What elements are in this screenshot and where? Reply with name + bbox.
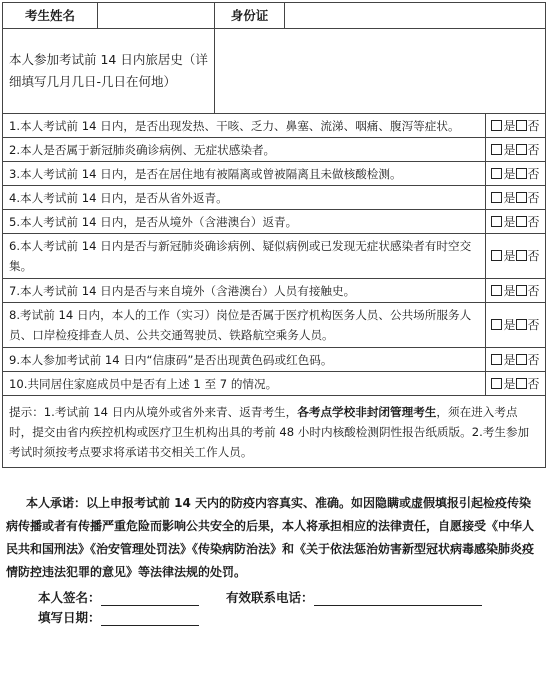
- no-checkbox[interactable]: [516, 250, 527, 261]
- name-field[interactable]: [98, 3, 215, 29]
- travel-field[interactable]: [215, 29, 546, 114]
- question-text: 3.本人考试前 14 日内，是否在居住地有被隔离或曾被隔离且未做核酸检测。: [3, 162, 486, 186]
- date-field[interactable]: [101, 611, 199, 626]
- question-text: 8.考试前 14 日内，本人的工作（实习）岗位是否属于医疗机构医务人员、公共场所服务人员、口岸检疫排查人员、公共交通驾驶员、铁路航空乘务人员。: [3, 303, 486, 348]
- question-row: [3, 138, 546, 162]
- question-text: 6.本人考试前 14 日内是否与新冠肺炎确诊病例、疑似病例或已发现无症状感染者有时空交集。: [3, 234, 486, 279]
- pledge-text: 本人承诺：以上申报考试前 14 天内的防疫内容真实、准确。如因隐瞒或虚假填报引起检疫传染病传播或者有传播严重危险而影响公共安全的后果，本人将承担相应的法律责任，自愿接受《中华人民共和国刑法》《治安管理处罚法》《传染病防治法》和《关于依法惩治妨害新型冠状病毒感染肺炎疫情防控违法犯罪的意见》等法律法规的处罚。: [6, 496, 535, 579]
- yes-checkbox[interactable]: [491, 285, 502, 296]
- yes-no-choice: 是 否: [486, 303, 546, 348]
- question-row: [3, 303, 546, 348]
- id-field[interactable]: [285, 3, 546, 29]
- notice-row: [3, 396, 546, 468]
- question-row: [3, 279, 546, 303]
- yes-checkbox[interactable]: [491, 216, 502, 227]
- id-label: 身份证: [215, 3, 285, 29]
- travel-label-line2: 细填写几月几日-几日在何地）: [9, 74, 177, 89]
- yes-no-choice: 是 否: [486, 162, 546, 186]
- yes-no-choice: 是 否: [486, 372, 546, 396]
- date-label: 填写日期：: [38, 610, 101, 625]
- yes-no-choice: 是 否: [486, 210, 546, 234]
- phone-field[interactable]: [314, 591, 482, 606]
- notice-emphasis: 各考点学校非封闭管理考生: [297, 404, 437, 419]
- yes-checkbox[interactable]: [491, 319, 502, 330]
- sign-label: 本人签名：: [38, 590, 101, 605]
- question-text: 9.本人参加考试前 14 日内“信康码”是否出现黄色码或红色码。: [3, 348, 486, 372]
- no-checkbox[interactable]: [516, 192, 527, 203]
- date-line: [38, 608, 199, 626]
- question-row: [3, 372, 546, 396]
- yes-no-choice: 是 否: [486, 279, 546, 303]
- question-text: 1.本人考试前 14 日内，是否出现发热、干咳、乏力、鼻塞、流涕、咽痛、腹泻等症状。: [3, 114, 486, 138]
- no-checkbox[interactable]: [516, 168, 527, 179]
- yes-checkbox[interactable]: [491, 250, 502, 261]
- no-checkbox[interactable]: [516, 285, 527, 296]
- yes-checkbox[interactable]: [491, 378, 502, 389]
- no-checkbox[interactable]: [516, 120, 527, 131]
- no-checkbox[interactable]: [516, 216, 527, 227]
- question-row: [3, 186, 546, 210]
- no-checkbox[interactable]: [516, 144, 527, 155]
- sign-field[interactable]: [101, 591, 199, 606]
- yes-checkbox[interactable]: [491, 144, 502, 155]
- yes-no-choice: 是 否: [486, 234, 546, 279]
- question-row: [3, 234, 546, 279]
- yes-no-choice: 是 否: [486, 114, 546, 138]
- question-text: 2.本人是否属于新冠肺炎确诊病例、无症状感染者。: [3, 138, 486, 162]
- yes-no-choice: 是 否: [486, 186, 546, 210]
- question-row: [3, 162, 546, 186]
- header-row: [3, 3, 546, 29]
- question-text: 7.本人考试前 14 日内是否与来自境外（含港澳台）人员有接触史。: [3, 279, 486, 303]
- yes-checkbox[interactable]: [491, 120, 502, 131]
- sign-line: [38, 588, 199, 606]
- question-text: 4.本人考试前 14 日内，是否从省外返青。: [3, 186, 486, 210]
- question-text: 5.本人考试前 14 日内，是否从境外（含港澳台）返青。: [3, 210, 486, 234]
- no-checkbox[interactable]: [516, 354, 527, 365]
- yes-no-choice: 是 否: [486, 348, 546, 372]
- travel-label: [3, 29, 215, 114]
- phone-label: 有效联系电话：: [226, 590, 314, 605]
- travel-row: [3, 29, 546, 114]
- declaration-table: [2, 2, 546, 468]
- yes-checkbox[interactable]: [491, 192, 502, 203]
- no-checkbox[interactable]: [516, 378, 527, 389]
- name-label: 考生姓名: [3, 3, 98, 29]
- notice-text: 提示：1.考试前 14 日内从境外或省外来青、返青考生，各考点学校非封闭管理考生，须在进入考点时，提交由省内疾控机构或医疗卫生机构出具的考前 48 小时内核酸检测阴性报告纸质版。2.考生参加考试时须按考点要求将承诺书交相关工作人员。: [3, 396, 546, 468]
- yes-checkbox[interactable]: [491, 354, 502, 365]
- question-row: [3, 210, 546, 234]
- question-text: 10.共同居住家庭成员中是否有上述 1 至 7 的情况。: [3, 372, 486, 396]
- travel-label-line1: 本人参加考试前 14 日内旅居史（详: [9, 52, 208, 67]
- declaration-form: [2, 2, 545, 468]
- phone-line: [226, 588, 482, 606]
- question-row: [3, 114, 546, 138]
- question-row: [3, 348, 546, 372]
- no-checkbox[interactable]: [516, 319, 527, 330]
- yes-no-choice: 是 否: [486, 138, 546, 162]
- yes-checkbox[interactable]: [491, 168, 502, 179]
